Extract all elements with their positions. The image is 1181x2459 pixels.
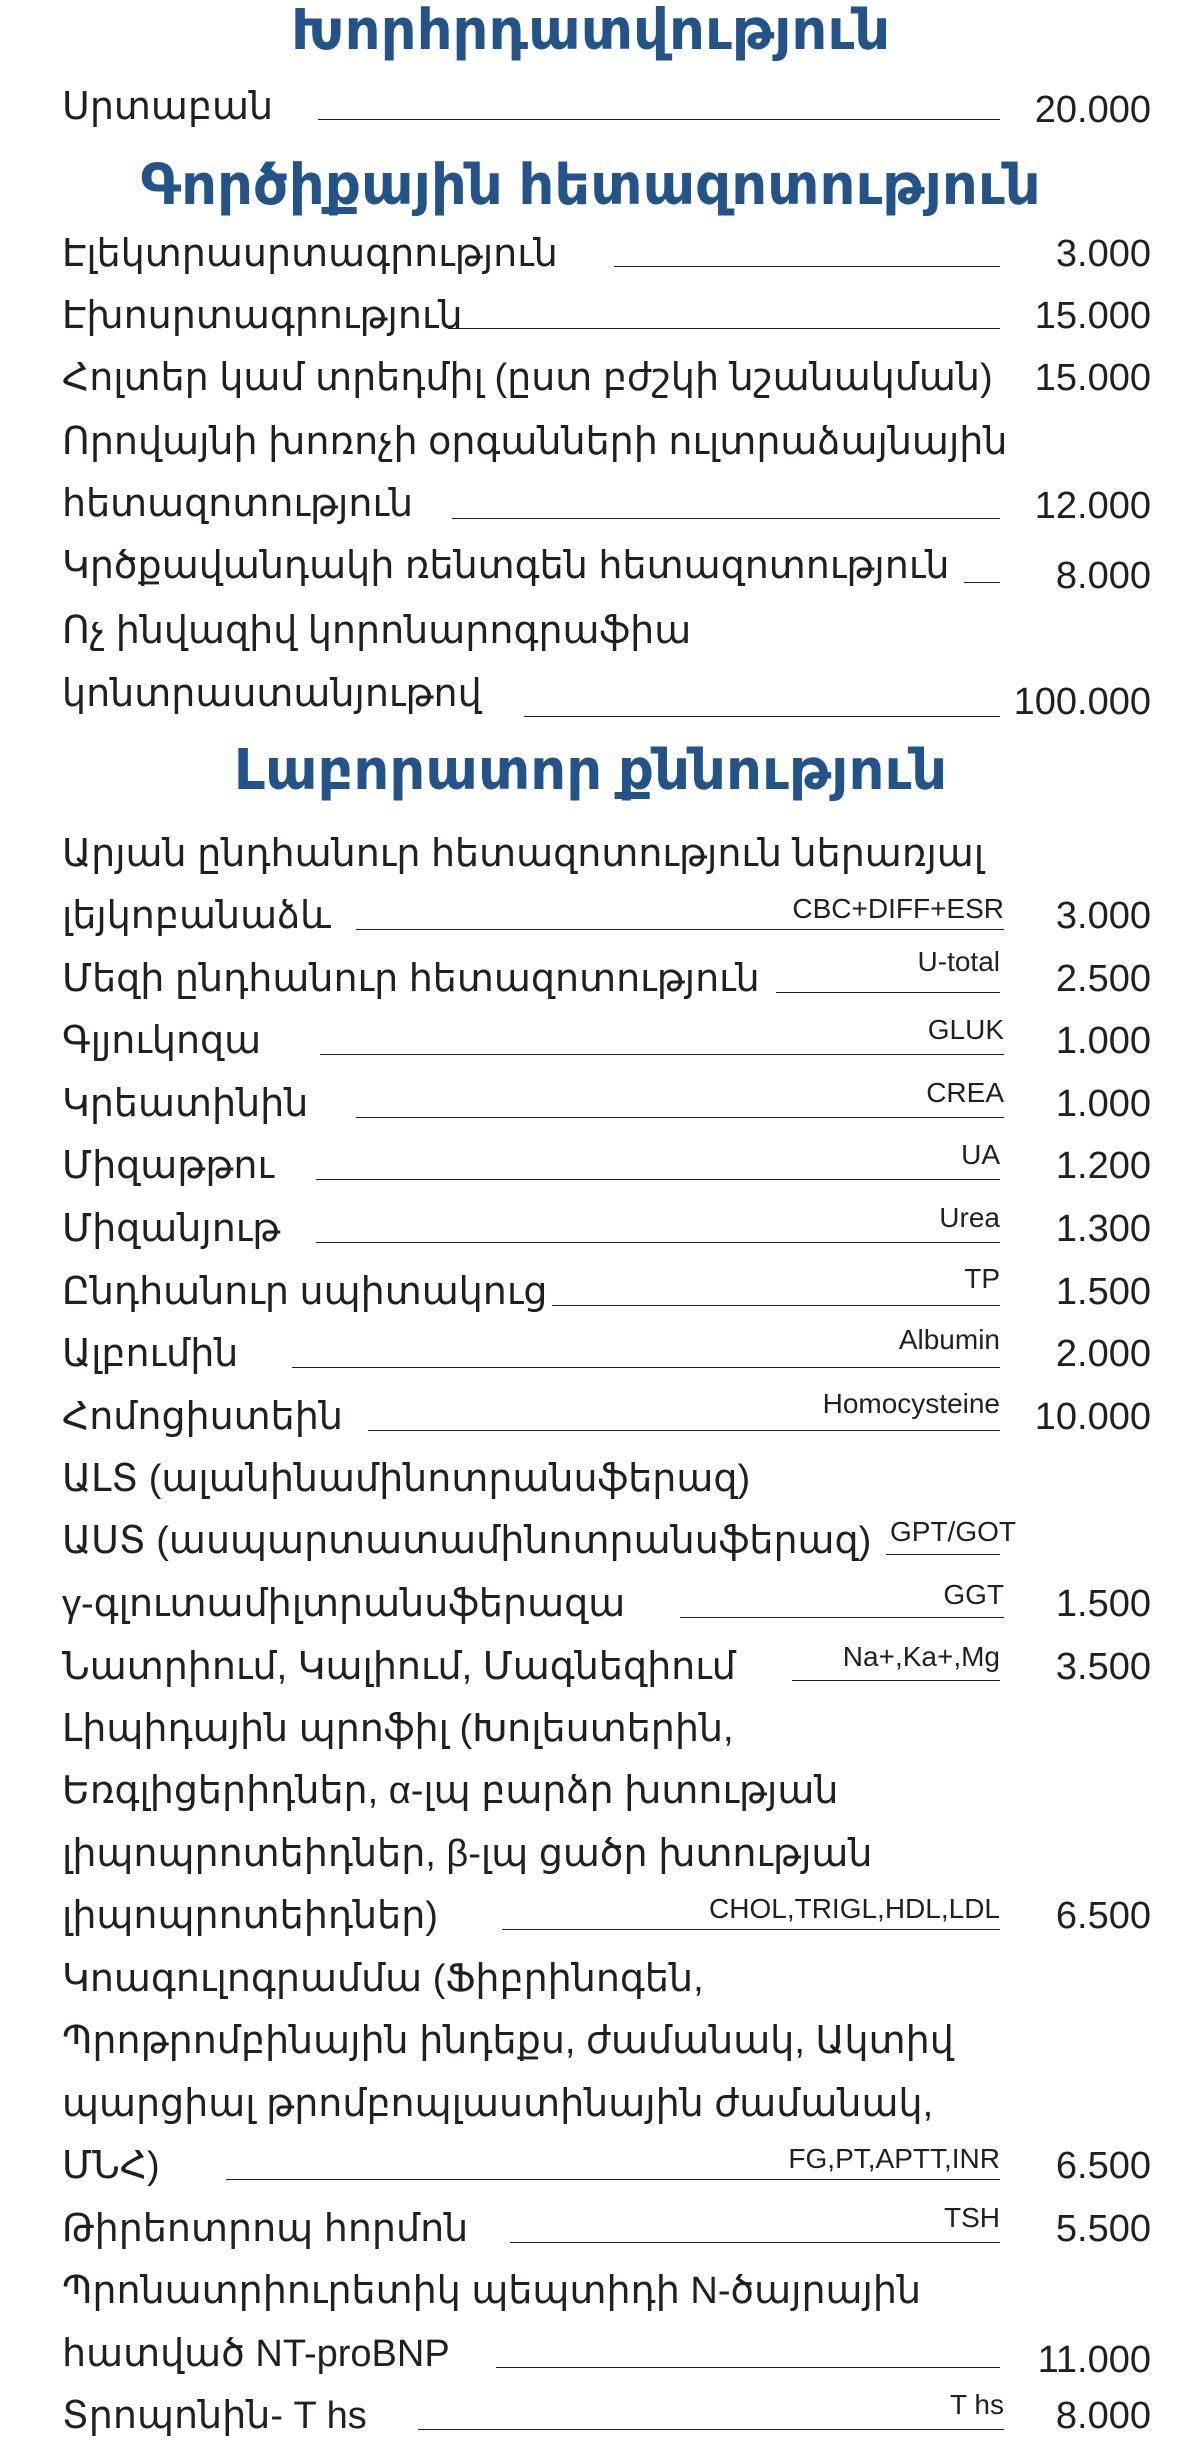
test-code: Homocysteine [822, 1388, 1000, 1419]
leader-line [226, 2179, 1000, 2180]
service-label: γ-գլուտամիլտրանսֆերազա [62, 1583, 626, 1625]
service-label-line-4: լիպոպրոտեիդներ) [62, 1895, 438, 1937]
service-price: 3.500 [1055, 1646, 1151, 1688]
test-code: TP [964, 1263, 1000, 1294]
test-code: GPT/GOT [890, 1516, 1016, 1547]
service-label-line-1: Արյան ընդհանուր հետազոտություն ներառյալ [62, 833, 985, 875]
service-price: 1.300 [1055, 1208, 1151, 1250]
leader-line [368, 1430, 1000, 1431]
leader-line [318, 119, 1000, 120]
leader-line [964, 582, 1000, 583]
leader-line [356, 1117, 1004, 1118]
service-label: Միզաթթու [62, 1145, 275, 1187]
test-code: GGT [943, 1579, 1004, 1610]
service-label: Հոմոցիստեին [62, 1396, 343, 1438]
service-price: 12.000 [1034, 485, 1151, 527]
service-label-line-1: Կոագուլոգրամմա (Ֆիբրինոգեն, [62, 1958, 704, 2000]
service-price: 8.000 [1055, 555, 1151, 597]
test-code: Na+,Ka+,Mg [842, 1641, 1000, 1672]
leader-line [792, 1680, 1000, 1681]
service-label-line-2: լեյկոբանաձև [62, 895, 332, 937]
test-code: GLUK [927, 1014, 1004, 1045]
leader-line [524, 716, 1000, 717]
service-price: 20.000 [1034, 89, 1151, 131]
service-label: Տրոպոնին- T hs [62, 2395, 367, 2437]
service-label: Թիրեոտրոպ հորմոն [62, 2208, 469, 2250]
service-label-line-3: լիպոպրոտեիդներ, β-լպ ցածր խտության [62, 1833, 873, 1875]
service-label-line-3: պարցիալ թրոմբոպլաստինային ժամանակ, [62, 2083, 934, 2125]
leader-line [356, 929, 1004, 930]
service-label-line-2: ԱՍՏ (ասպարտատամինոտրանսֆերազ) [62, 1520, 872, 1562]
service-label: Էլեկտրասրտագրություն [62, 233, 558, 275]
leader-line [320, 1054, 1004, 1055]
leader-line [510, 2242, 1000, 2243]
leader-line [418, 2429, 1004, 2430]
leader-line [316, 1242, 1000, 1243]
service-label-line-2: կոնտրաստանյութով [62, 673, 482, 715]
leader-line [502, 1929, 1000, 1930]
leader-line [316, 1179, 1000, 1180]
service-price: 2.000 [1055, 1333, 1151, 1375]
service-label: Էխոսրտագրություն [62, 295, 463, 337]
service-label: Կրեատինին [62, 1083, 309, 1125]
heading-instrumental: Գործիքային հետազոտություն [140, 153, 1041, 216]
service-label-line-1: Պրոնատրիուրետիկ պեպտիդի N-ծայրային [62, 2270, 922, 2312]
service-price: 5.500 [1055, 2208, 1151, 2250]
leader-line [452, 518, 1000, 519]
service-label-line-2: Եռգլիցերիդներ, α-լպ բարձր խտության [62, 1770, 839, 1812]
service-price: 1.000 [1055, 1083, 1151, 1125]
test-code: CREA [926, 1077, 1004, 1108]
service-price: 1.000 [1055, 1020, 1151, 1062]
service-price: 15.000 [1034, 295, 1151, 337]
test-code: Urea [939, 1202, 1000, 1233]
service-label: Սրտաբան [62, 86, 274, 128]
test-code: FG,PT,APTT,INR [788, 2143, 1000, 2174]
service-price: 1.500 [1055, 1583, 1151, 1625]
test-code: TSH [944, 2202, 1000, 2233]
service-price: 15.000 [1034, 357, 1151, 399]
service-label: Նատրիում, Կալիում, Մագնեզիում [62, 1646, 736, 1688]
service-price: 6.500 [1055, 1895, 1151, 1937]
service-price: 100.000 [1013, 681, 1151, 723]
service-label: Գլյուկոզա [62, 1020, 262, 1062]
heading-consultation: Խորհրդատվություն [290, 0, 891, 61]
service-label-line-2: հատված NT-proBNP [62, 2333, 450, 2375]
service-price: 3.000 [1055, 895, 1151, 937]
service-label-line-1: Լիպիդային պրոֆիլ (Խոլեստերին, [62, 1708, 734, 1750]
test-code: Albumin [898, 1324, 1000, 1355]
leader-line [292, 1367, 1000, 1368]
leader-line [614, 266, 1000, 267]
test-code: T hs [950, 2389, 1004, 2420]
service-label: Ընդհանուր սպիտակուց [62, 1271, 548, 1313]
service-label: Կրծքավանդակի ռենտգեն հետազոտություն [62, 545, 950, 587]
test-code: U-total [917, 946, 1000, 977]
leader-line [552, 1305, 1000, 1306]
leader-line [886, 1554, 1000, 1555]
service-price: 6.500 [1055, 2145, 1151, 2187]
service-label-line-1: ԱԼՏ (ալանինամինոտրանսֆերազ) [62, 1458, 751, 1500]
heading-laboratory: Լաբորատոր քննություն [233, 738, 948, 801]
service-label-line-1: Ոչ ինվազիվ կորոնարոգրաֆիա [62, 610, 692, 652]
service-label-line-1: Որովայնի խոռոչի օրգանների ուլտրաձայնային [62, 421, 1008, 463]
leader-line [448, 328, 1000, 329]
service-price: 8.000 [1055, 2395, 1151, 2437]
service-price: 1.200 [1055, 1145, 1151, 1187]
service-price: 2.500 [1055, 958, 1151, 1000]
test-code: CHOL,TRIGL,HDL,LDL [709, 1893, 1000, 1924]
leader-line [496, 2367, 1000, 2368]
test-code: CBC+DIFF+ESR [792, 893, 1004, 924]
service-label-line-2: հետազոտություն [62, 483, 414, 525]
service-price: 3.000 [1055, 233, 1151, 275]
service-label: Հոլտեր կամ տրեդմիլ (ըստ բժշկի նշանակման) [62, 357, 993, 399]
service-label-line-2: Պրոթրոմբինային ինդեքս, ժամանակ, Ակտիվ [62, 2020, 954, 2062]
service-price: 1.500 [1055, 1271, 1151, 1313]
service-label-line-4: ՄՆՀ) [62, 2145, 160, 2187]
service-label: Մեզի ընդհանուր հետազոտություն [62, 958, 760, 1000]
test-code: UA [961, 1139, 1000, 1170]
service-label: Միզանյութ [62, 1208, 281, 1250]
service-price: 11.000 [1037, 2339, 1151, 2381]
service-price: 10.000 [1034, 1396, 1151, 1438]
service-label: Ալբումին [62, 1333, 239, 1375]
leader-line [776, 992, 1000, 993]
leader-line [680, 1617, 1004, 1618]
